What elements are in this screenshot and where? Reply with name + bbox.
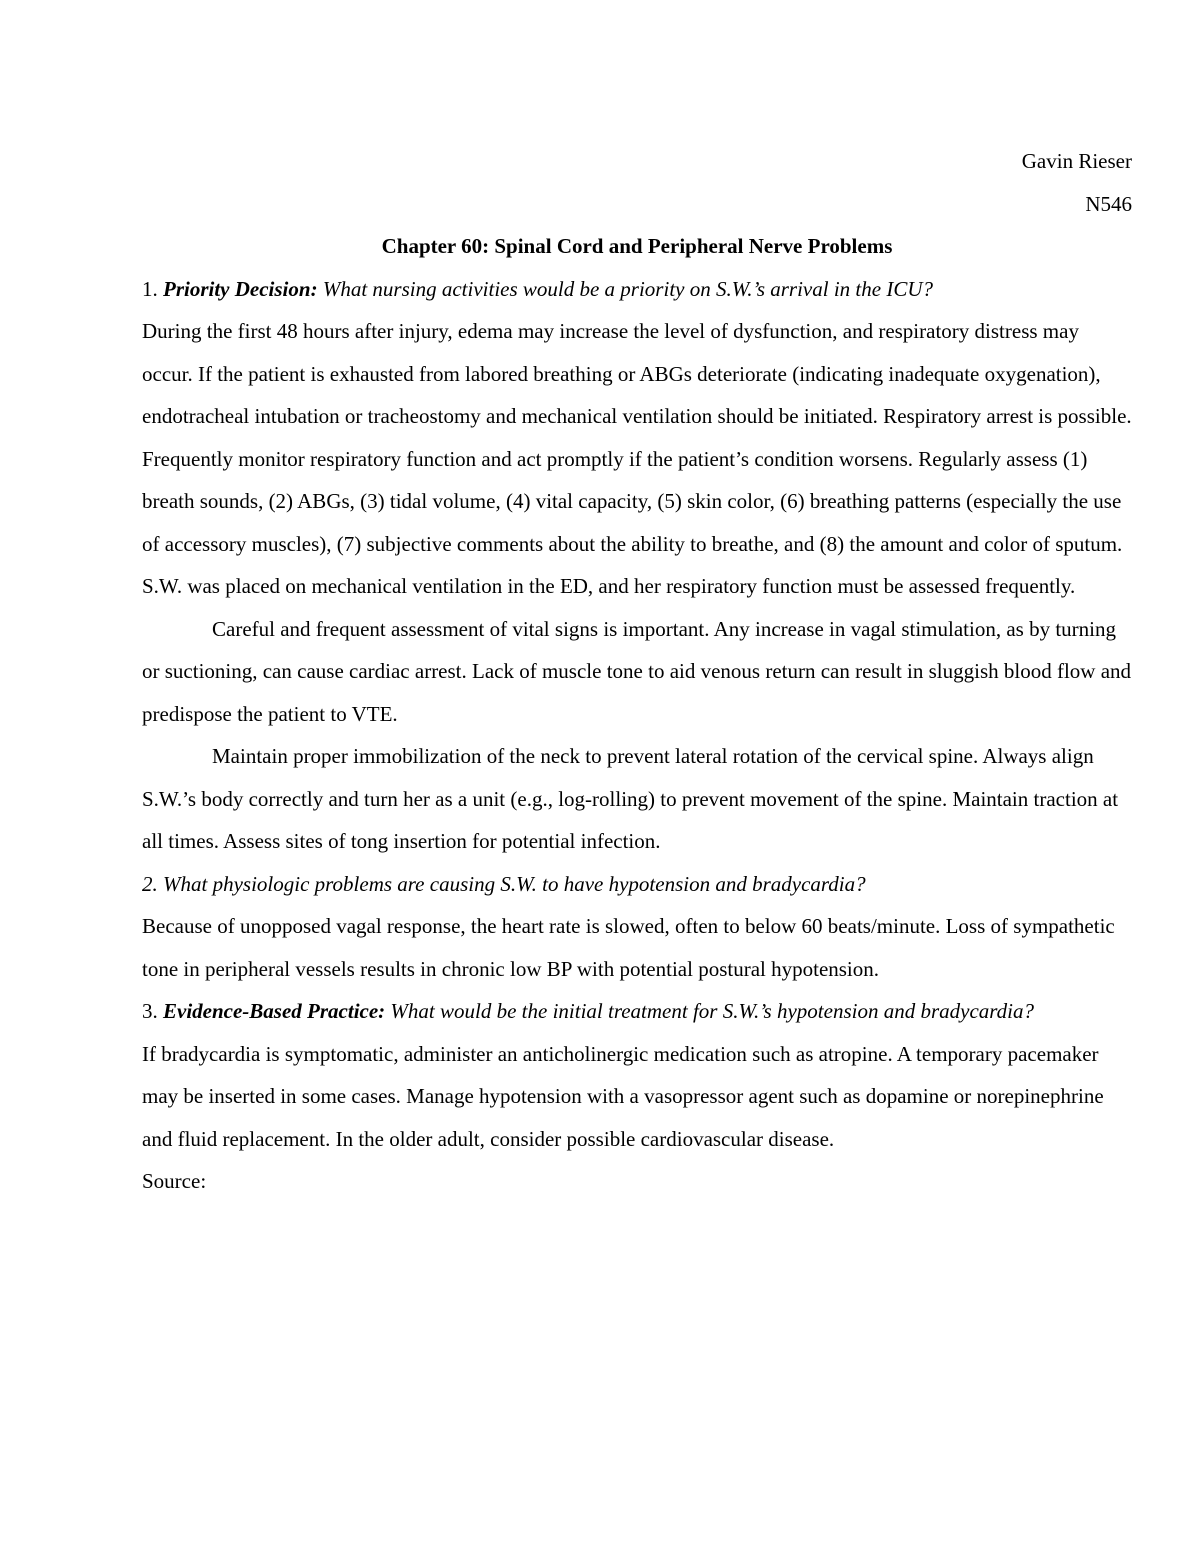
question-1-text: What nursing activities would be a priority on S.W.’s arrival in the ICU? xyxy=(317,276,933,301)
answer-1-paragraph-2: Careful and frequent assessment of vital signs is important. Any increase in vagal stimulation, as by turning or suctioning, can cause cardiac arrest. Lack of muscle tone to aid venous return can result in sluggish blood flow and predispose the patient to VTE. xyxy=(142,616,1132,726)
source-label: Source: xyxy=(142,1169,207,1193)
question-1-label: Priority Decision: xyxy=(163,276,318,301)
author-name: Gavin Rieser xyxy=(1021,149,1132,173)
question-1 xyxy=(142,268,1132,311)
answer-1-paragraph-1: During the first 48 hours after injury, edema may increase the level of dysfunction, and respiratory distress may occur. If the patient is exhausted from labored breathing or ABGs deteriorate (indicating inadequate oxygenation), endotracheal intubation or tracheostomy and mechanical ventilation should be initiated. Respiratory arrest is possible. Frequently monitor respiratory function and act promptly if the patient’s condition worsens. Regularly assess (1) breath sounds, (2) ABGs, (3) tidal volume, (4) vital capacity, (5) skin color, (6) breathing patterns (especially the use of accessory muscles), (7) subjective comments about the ability to breathe, and (8) the amount and color of sputum. S.W. was placed on mechanical ventilation in the ED, and her respiratory function must be assessed frequently. xyxy=(142,319,1132,598)
question-1-number: 1. xyxy=(142,276,163,301)
question-3-number: 3. xyxy=(142,999,163,1023)
course-code: N546 xyxy=(1085,191,1132,216)
answer-1-paragraph-3: Maintain proper immobilization of the neck to prevent lateral rotation of the cervical spine. Always align S.W.’s body correctly and turn her as a unit (e.g., log-rolling) to prevent movement of the spine. Maintain traction at all times. Assess sites of tong insertion for potential infection. xyxy=(142,744,1119,853)
question-2 xyxy=(142,863,1132,906)
answer-3: If bradycardia is symptomatic, administer an anticholinergic medication such as atropine. A temporary pacemaker may be inserted in some cases. Manage hypotension with a vasopressor agent such as dopamine or norepinephrine and fluid replacement. In the older adult, consider possible cardiovascular disease. xyxy=(142,1041,1104,1151)
question-3 xyxy=(142,990,1132,1033)
question-3-text: What would be the initial treatment for S.W.’s hypotension and bradycardia? xyxy=(385,999,1034,1023)
answer-2: Because of unopposed vagal response, the heart rate is slowed, often to below 60 beats/minute. Loss of sympathetic tone in peripheral vessels results in chronic low BP with potential postural hypotension. xyxy=(142,914,1115,981)
question-2-text: 2. What physiologic problems are causing S.W. to have hypotension and bradycardia? xyxy=(142,871,866,896)
question-3-label: Evidence-Based Practice: xyxy=(163,999,386,1023)
page-title: Chapter 60: Spinal Cord and Peripheral Nerve Problems xyxy=(381,234,893,258)
document-body xyxy=(142,140,1132,1203)
